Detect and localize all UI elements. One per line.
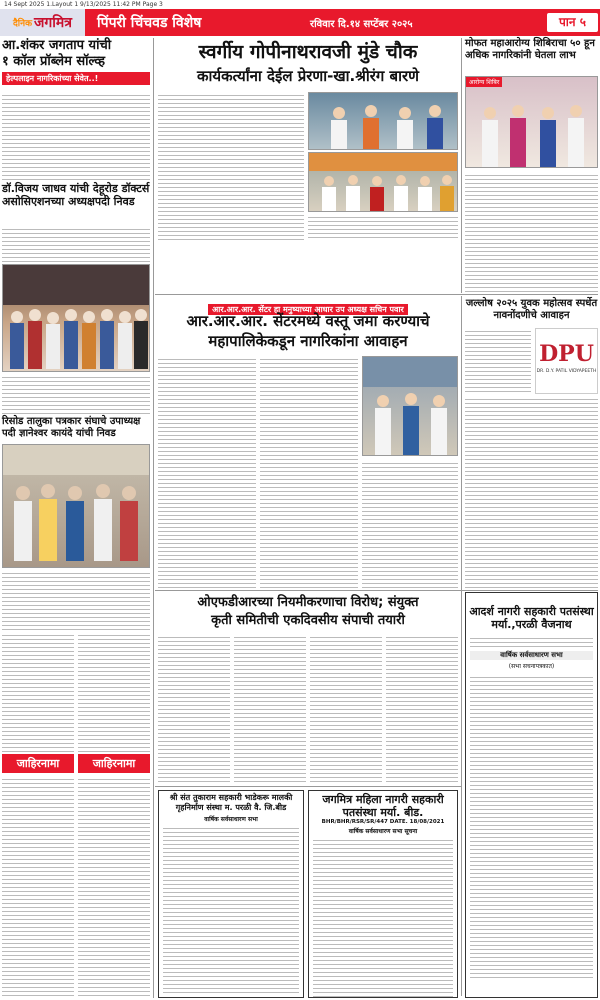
tukaram-sub: वार्षिक सर्वसाधारण सभा <box>204 816 258 823</box>
masthead <box>0 9 600 36</box>
issue-date: रविवार दि.१४ सप्टेंबर २०२५ <box>310 18 413 30</box>
tukaram-notice <box>158 790 304 998</box>
youth-body-b <box>465 396 598 588</box>
group-photo-figures <box>3 265 150 372</box>
logo-text: जगमित्र <box>34 15 73 31</box>
aadarsh-sub: वार्षिक सर्वसाधारण सभा <box>470 651 593 660</box>
lead-photo-2 <box>308 152 458 212</box>
aadarsh-notice <box>465 592 598 998</box>
left-col-a-body <box>2 632 74 752</box>
newspaper-logo <box>0 9 85 36</box>
ofd-body-d <box>386 634 458 784</box>
mid-body-col-a <box>158 356 256 588</box>
left-story-body <box>2 92 150 180</box>
logo-prefix: दैनिक <box>12 19 33 29</box>
column-rule-right <box>461 296 462 996</box>
ofd-body-c <box>310 634 382 784</box>
aadarsh-body <box>470 674 593 980</box>
dpu-logo-text: DPU <box>539 341 594 367</box>
left-sub-body <box>2 226 150 262</box>
ofd-headline-1: ओएफडीआरच्या नियमीकरणाचा विरोध; संयुक्त <box>197 595 419 610</box>
classified-col-a <box>2 754 74 998</box>
press-photo-figures <box>3 445 150 568</box>
tukaram-title-2: गृहनिर्माण संस्था म. परळी वै. जि.बीड <box>175 803 287 812</box>
ofd-body-a <box>158 634 230 784</box>
health-camp-photo <box>465 76 598 168</box>
ofd-body-b <box>234 634 306 784</box>
mid-photo <box>362 356 458 456</box>
jagmitra-sub: वार्षिक सर्वसाधारण सभा सूचना <box>348 828 418 835</box>
jagmitra-notice <box>308 790 458 998</box>
classified-a-body <box>2 776 74 996</box>
mid-headline-2: महापालिकेकडून नागरिकांना आवाहन <box>208 332 408 350</box>
page-number: पान ५ <box>547 13 598 32</box>
classified-heading-b: जाहिरनामा <box>78 754 150 773</box>
column-rule-left <box>153 38 154 998</box>
classified-b-body <box>78 776 150 996</box>
left-headline-1: आ.शंकर जगताप यांची <box>2 38 112 53</box>
right-body <box>465 172 598 292</box>
youth-body-a <box>465 328 531 394</box>
lead-body-col-b <box>308 214 458 240</box>
print-slug: 14 Sept 2025 1.Layout 1 9/13/2025 11:42 PM Page 3 <box>4 1 163 8</box>
section-title: पिंपरी चिंचवड विशेष <box>97 15 202 31</box>
left-col-b-body <box>78 632 150 752</box>
youth-headline: जल्लोष २०२५ युवक महोत्सव स्पर्धेत नावनोंदणीचे आवाहन <box>465 298 598 321</box>
lead-photo-2-figures <box>309 153 458 212</box>
mid-headline-1: आर.आर.आर. सेंटरमध्ये वस्तू जमा करण्याचे <box>186 312 430 330</box>
health-camp-figures <box>466 77 598 168</box>
aadarsh-address <box>470 635 593 649</box>
aadarsh-title: आदर्श नागरी सहकारी पतसंस्था मर्या.,परळी वैजनाथ <box>469 605 594 631</box>
tukaram-body <box>163 825 299 995</box>
dpu-logo <box>535 328 598 394</box>
press-photo <box>2 444 150 568</box>
left-sub-headline: डॉ.विजय जाधव यांची देहूरोड डॉक्टर्स असोसिएशनच्या अध्यक्षपदी निवड <box>2 182 150 208</box>
section-band <box>85 9 600 36</box>
lead-photo-1 <box>308 92 458 150</box>
column-rule-right-top <box>461 38 462 293</box>
mid-kicker: आर.आर.आर. सेंटर हा मनुष्याच्या आधार उप अध्यक्ष सचिन पवार <box>208 304 408 315</box>
lead-headline-1: स्वर्गीय गोपीनाथरावजी मुंडे चौक <box>198 41 418 63</box>
classified-heading-a: जाहिरनामा <box>2 754 74 773</box>
jagmitra-reg: BHR/BHR/RSR/SR/447 DATE. 18/08/2021 <box>321 819 445 825</box>
tukaram-title-1: श्री संत तुकाराम सहकारी भाडेकरू मालकी <box>169 793 293 802</box>
left-third-headline: रिसोड तालुका पत्रकार संघाचे उपाध्यक्ष पदी ज्ञानेश्वर कायंदे यांची निवड <box>2 416 141 439</box>
left-third-body <box>2 570 150 630</box>
dpu-logo-sub: DR. D.Y. PATIL VIDYAPEETH <box>536 369 597 374</box>
photo-tag: आरोग्य शिबिर <box>466 77 502 87</box>
section-rule-1 <box>155 294 598 295</box>
lead-body-col-a <box>158 92 304 240</box>
classified-col-b <box>78 754 150 998</box>
mid-body-col-b <box>260 356 358 588</box>
lead-headline-2: कार्यकर्त्यांना देईल प्रेरणा-खा.श्रीरंग बारणे <box>197 67 419 85</box>
left-headline-2: १ कॉल प्रॉब्लेम सॉल्व्ह <box>2 54 106 69</box>
ofd-headline-2: कृती समितीची एकदिवसीय संपाची तयारी <box>211 613 405 628</box>
group-photo <box>2 264 150 372</box>
mid-photo-figures <box>363 357 458 456</box>
left-kicker: हेल्पलाइन नागरिकांच्या सेवेत..! <box>2 72 150 85</box>
mid-body-col-c <box>362 460 458 588</box>
right-headline: मोफत महाआरोग्य शिबिराचा ५० हून अधिक नागरिकांनी घेतला लाभ <box>465 38 595 61</box>
aadarsh-sub2: (सभा सचनापत्रकात) <box>508 663 555 670</box>
left-caption-body <box>2 374 150 414</box>
section-rule-2 <box>155 590 598 591</box>
jagmitra-title-1: जगमित्र महिला नागरी सहकारी <box>322 793 444 806</box>
jagmitra-body <box>313 837 453 997</box>
section-rule-3 <box>155 786 461 787</box>
lead-photo-1-figures <box>309 93 458 150</box>
left-story <box>2 38 150 85</box>
jagmitra-title-2: पतसंस्था मर्या. बीड. <box>342 806 424 819</box>
aadarsh-reg-line <box>466 593 597 603</box>
